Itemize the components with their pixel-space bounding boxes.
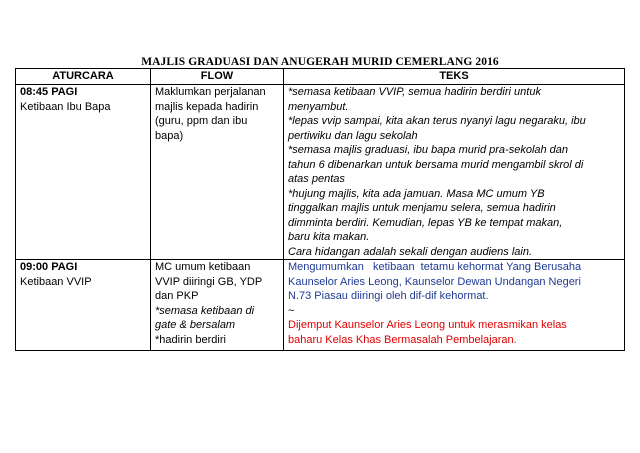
flow-line: gate & bersalam: [155, 319, 236, 331]
event-label: Ketibaan VVIP: [20, 275, 92, 288]
time-label: 08:45 PAGI: [20, 86, 78, 98]
flow-note: *hadirin berdiri: [155, 333, 226, 346]
teks-line: menyambut.: [288, 100, 349, 113]
invitation-line: Dijemput Kaunselor Aries Leong untuk merasmikan kelas: [288, 319, 567, 331]
table-row: [16, 85, 625, 260]
flow-line: majlis kepada hadirin: [155, 100, 259, 113]
table-row: [16, 260, 625, 351]
teks-line: *lepas vvip sampai, kita akan terus nyanyi lagu negaraku, ibu: [288, 115, 586, 127]
teks-line: tinggalkan majlis untuk menjamu selera, semua hadirin: [288, 202, 556, 214]
separator-tilde: ~: [288, 304, 295, 317]
announcement-line: N.73 Piasau diiringi oleh dif-dif kehormat.: [288, 290, 489, 302]
time-label: 09:00 PAGI: [20, 261, 78, 273]
flow-line: dan PKP: [155, 290, 199, 302]
announcement-line: Mengumumkan ketibaan tetamu kehormat Yang Berusaha: [288, 261, 582, 273]
teks-line: tahun 6 dibenarkan untuk bersama murid mengambil skrol di: [288, 158, 584, 171]
flow-line: MC umum ketibaan: [155, 261, 251, 273]
schedule-table: [15, 68, 625, 351]
document-title: MAJLIS GRADUASI DAN ANUGERAH MURID CEMERLANG 2016: [141, 56, 499, 68]
teks-line: Cara hidangan adalah sekali dengan audiens lain.: [288, 245, 533, 258]
flow-line: *semasa ketibaan di: [155, 304, 255, 317]
teks-line: *hujung majlis, kita ada jamuan. Masa MC umum YB: [288, 187, 545, 200]
teks-line: pertiwiku dan lagu sekolah: [288, 129, 418, 142]
teks-line: dimminta berdiri. Kemudian, lepas YB ke tempat makan,: [288, 216, 563, 229]
teks-line: *semasa majlis graduasi, ibu bapa murid pra-sekolah dan: [288, 144, 569, 156]
aturcara-cell: [16, 85, 151, 260]
teks-line: atas pentas: [288, 173, 345, 185]
announcement-line: Kaunselor Aries Leong, Kaunselor Dewan Undangan Negeri: [288, 275, 581, 288]
event-label: Ketibaan Ibu Bapa: [20, 100, 111, 113]
teks-line: baru kita makan.: [288, 231, 370, 243]
flow-line: Maklumkan perjalanan: [155, 86, 266, 98]
flow-line: (guru, ppm dan ibu: [155, 115, 248, 127]
header-teks: TEKS: [284, 69, 625, 85]
teks-cell: [284, 85, 625, 260]
teks-cell: [284, 260, 625, 351]
flow-cell: [151, 85, 284, 260]
table-header-row: [16, 69, 625, 85]
invitation-line: baharu Kelas Khas Bermasalah Pembelajaran.: [288, 333, 517, 346]
aturcara-cell: [16, 260, 151, 351]
flow-line: VVIP diiringi GB, YDP: [155, 275, 263, 288]
header-flow: FLOW: [151, 69, 284, 85]
header-aturcara: ATURCARA: [16, 69, 151, 85]
flow-cell: [151, 260, 284, 351]
teks-line: *semasa ketibaan VVIP, semua hadirin berdiri untuk: [288, 86, 541, 98]
flow-line: bapa): [155, 129, 184, 142]
